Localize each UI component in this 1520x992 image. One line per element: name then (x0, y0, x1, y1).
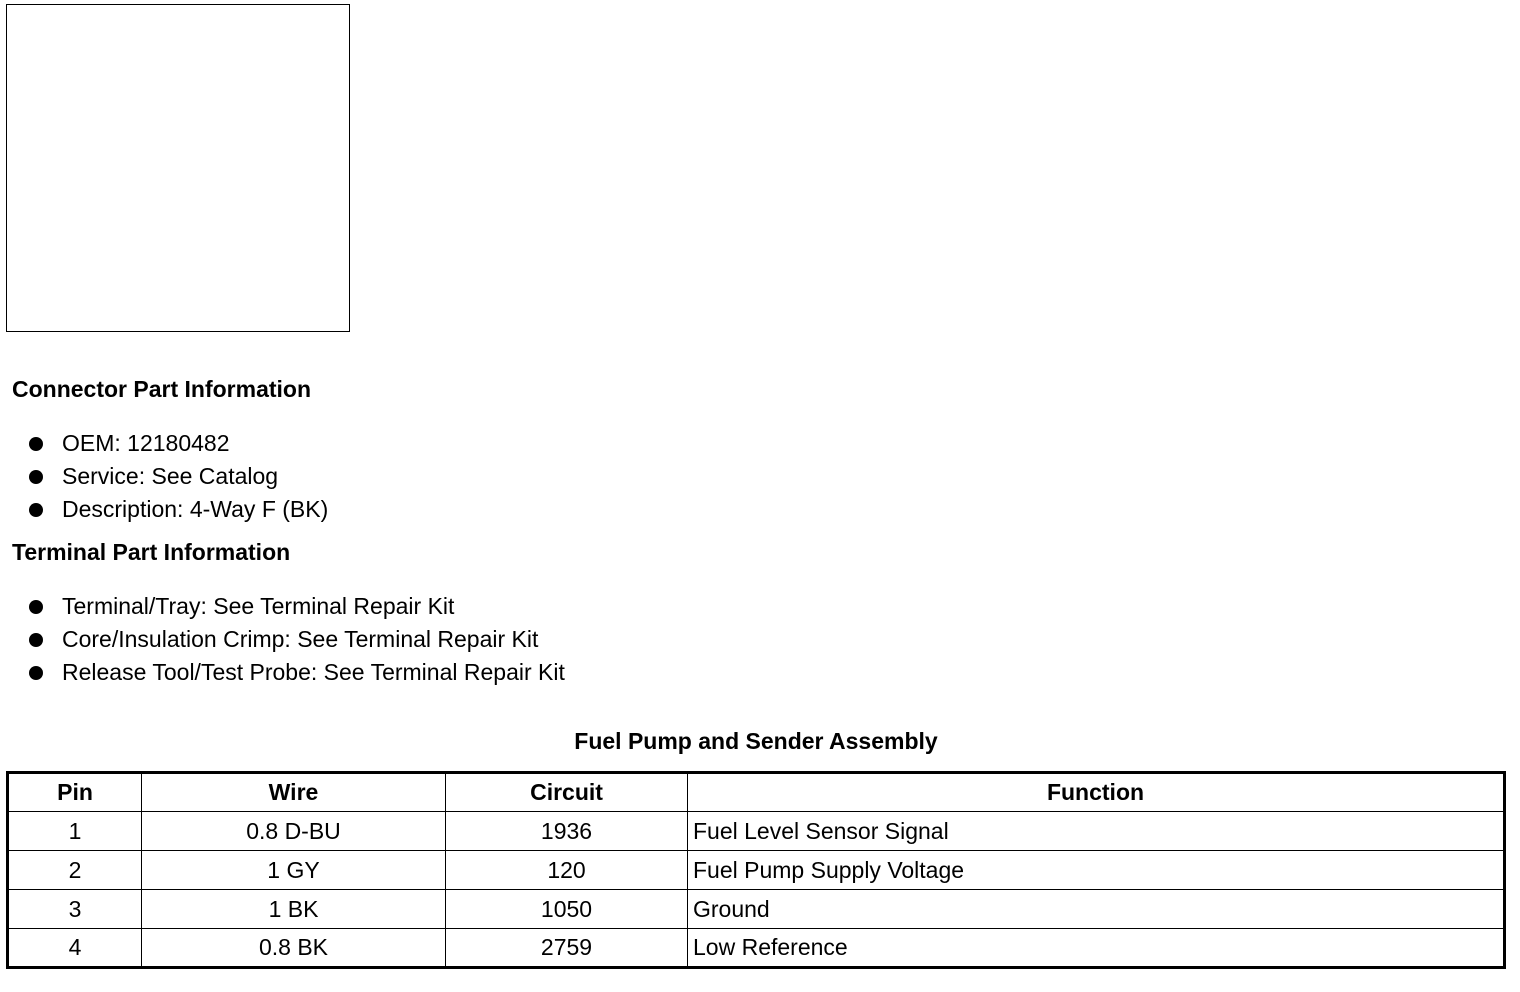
cell-pin: 4 (8, 929, 142, 968)
terminal-crimp: Core/Insulation Crimp: See Terminal Repair Kit (62, 626, 539, 652)
list-item (28, 656, 565, 689)
bullet-icon (29, 633, 43, 647)
cell-circuit: 2759 (446, 929, 688, 968)
cell-circuit: 120 (446, 851, 688, 890)
bullet-icon (29, 503, 43, 517)
connector-image-placeholder (6, 4, 350, 332)
cell-function: Ground (688, 890, 1505, 929)
list-item (28, 590, 565, 623)
header-circuit: Circuit (446, 773, 688, 812)
list-item (28, 493, 328, 526)
list-item (28, 623, 565, 656)
cell-pin: 2 (8, 851, 142, 890)
terminal-tray: Terminal/Tray: See Terminal Repair Kit (62, 593, 455, 619)
pinout-table (6, 771, 1506, 969)
cell-function: Fuel Level Sensor Signal (688, 812, 1505, 851)
cell-wire: 1 BK (142, 890, 446, 929)
bullet-icon (29, 437, 43, 451)
cell-wire: 0.8 D-BU (142, 812, 446, 851)
header-wire: Wire (142, 773, 446, 812)
bullet-icon (29, 600, 43, 614)
bullet-icon (29, 666, 43, 680)
cell-function: Low Reference (688, 929, 1505, 968)
terminal-part-info-list (28, 590, 565, 689)
connector-oem: OEM: 12180482 (62, 430, 230, 456)
connector-description: Description: 4-Way F (BK) (62, 496, 329, 522)
list-item (28, 460, 328, 493)
connector-service: Service: See Catalog (62, 463, 279, 489)
cell-pin: 3 (8, 890, 142, 929)
cell-circuit: 1936 (446, 812, 688, 851)
header-pin: Pin (8, 773, 142, 812)
cell-wire: 0.8 BK (142, 929, 446, 968)
table-header-row (8, 773, 1505, 812)
table-row (8, 890, 1505, 929)
connector-part-info-heading: Connector Part Information (12, 376, 312, 402)
cell-pin: 1 (8, 812, 142, 851)
bullet-icon (29, 470, 43, 484)
cell-circuit: 1050 (446, 890, 688, 929)
connector-part-info-list (28, 427, 328, 526)
list-item (28, 427, 328, 460)
table-row (8, 851, 1505, 890)
table-row (8, 929, 1505, 968)
table-title: Fuel Pump and Sender Assembly (574, 728, 938, 754)
terminal-part-info-heading: Terminal Part Information (12, 539, 291, 565)
terminal-release-tool: Release Tool/Test Probe: See Terminal Repair Kit (62, 659, 565, 685)
cell-wire: 1 GY (142, 851, 446, 890)
cell-function: Fuel Pump Supply Voltage (688, 851, 1505, 890)
table-row (8, 812, 1505, 851)
header-function: Function (688, 773, 1505, 812)
